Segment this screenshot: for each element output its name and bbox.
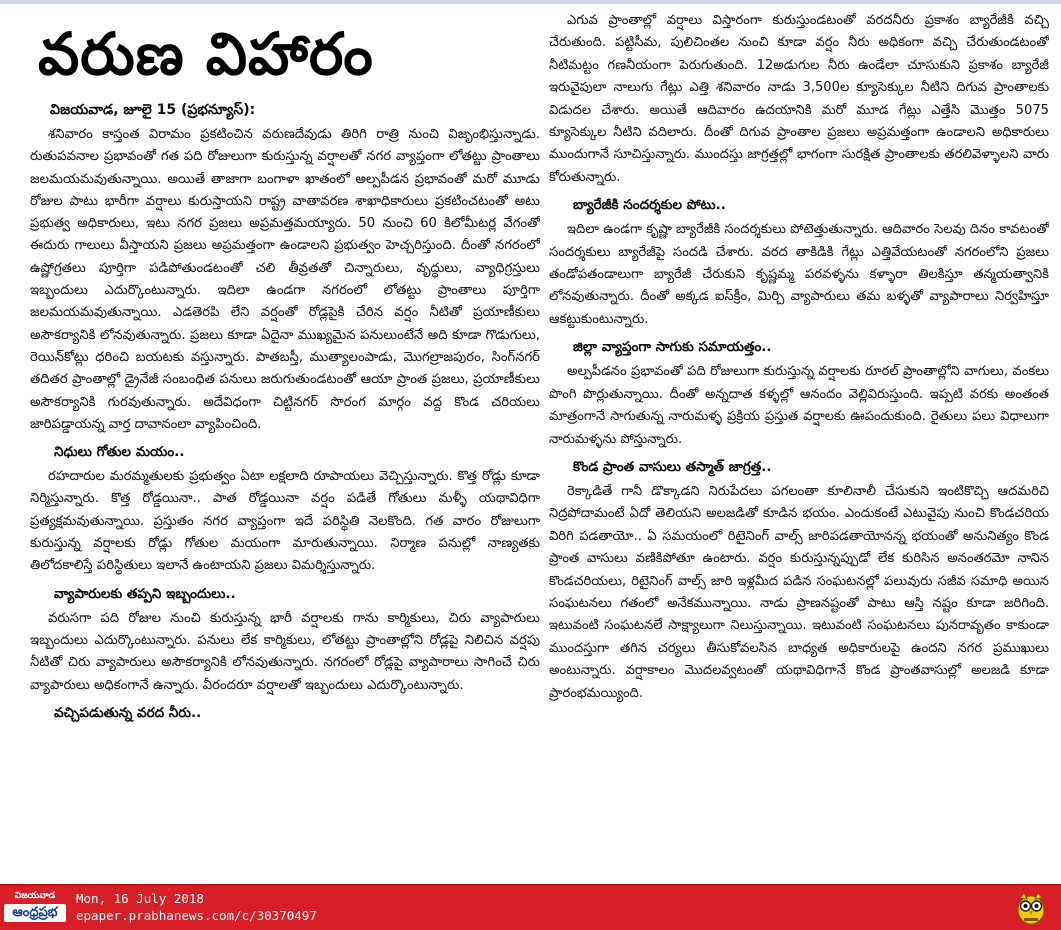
article-right-column <box>549 4 1049 884</box>
footer-url[interactable]: epaper.prabhanews.com/c/30370497 <box>76 908 317 923</box>
section-heading: వ్యాపారులకు తప్పని ఇబ్బందులు.. <box>54 585 236 602</box>
article-paragraph: ఎగువ ప్రాంతాల్లో వర్షాలు విస్తారంగా కురుస్తుండటంతో వరదనీరు ప్రకాశం బ్యారేజీకి వచ్చి చేరుతుంది. పట్టిసీమ, పులిచింతల నుంచి కూడా వర్షం నీరు అధికంగా వచ్చి చేరుతుండటంతో నీటిమట్టం గణనీయంగా పెరుగుతుంది. 12అడుగుల నీరు ఉండేలా చూసుకుని ప్రకాశం బ్యారేజీ ఇరువైపులా నాలుగు గేట్లు ఎత్తి శనివారం నాడు 3,500ల క్యూసెక్కుల నీటిని దిగువ ప్రాంతాలకు విడుదల చేశారు. అయితే ఆదివారం ఉదయానికి మరో మూడ గేట్లు ఎత్తేసి మొత్తం 5075 క్యూసెక్కుల నీటిని వదిలారు. దీంతో దిగువ ప్రాంతాల ప్రజలు అప్రమత్తంగా ఉండాలని అధికారులు ముందుగానే సూచిస్తున్నారు. ముందస్తు జాగ్రత్తల్లో భాగంగా సురక్షిత ప్రాంతాలకు తరలివెళ్ళాలని వారు కోరుతున్నారు. <box>549 13 1049 185</box>
section-text: ఇదిలా ఉండగా కృష్ణా బ్యారేజీకి సందర్శకులు పోటెత్తుతున్నారు. ఆదివారం సెలవు దినం కావటంతో సందర్శకులు బ్యారేజీపై సందడి చేశారు. వరద తాకిడికి గేట్లు ఎత్తివేయటంతో నగరంలోని ప్రజలు తండోపతండాలుగా బ్యారేజీ చేరుకుని కృష్ణమ్మ పరవళ్ళను కళ్ళారా తిలకిస్తూ తన్మయత్వానికి లోనవుతున్నారు. దీంతో అక్కడ ఐస్‌క్రీం, మిర్చి వ్యాపారులు తమ బళ్ళతో వ్యాపారాలు నిర్వహిస్తూ ఆకట్టుకుంటున్నారు. <box>549 222 1049 327</box>
section-heading: వచ్చిపడుతున్న వరద నీరు.. <box>54 704 202 721</box>
brand-label: ఆంధ్రప్రభ <box>4 904 66 922</box>
owl-icon <box>1015 891 1047 925</box>
edition-label: విజయవాడ <box>14 891 56 901</box>
footer-info <box>76 890 317 924</box>
section-heading: బ్యారేజీకి సందర్శకుల పోటు.. <box>573 197 726 214</box>
section-text: రెక్కాడితే గానీ డొక్కాడని నిరుపేదలు పగలంతా కూలినాలీ చేసుకుని ఇంటికొచ్చి ఆదమరిచి నిద్రపోదామంటే ఏదో తెలియని అలజడితో కూడిన భయం. ఎందుకంటే ఎటువైపు నుంచి కొండచరియ విరిగి పడతాయో.. ఏ సమయంలో రిటైనింగ్ వాల్స్ జారిపడతాయోనన్న భయంతో అనునిత్యం కొండ ప్రాంత వాసులు వణికిపోతూ ఉంటారు. వర్షం కురుస్తున్నప్పుడో లేక కురిసిన అనంతరమో నానిన కొండచరియలు, రిటైనింగ్ వాల్స్ జారి ఇళ్లమీద పడిన సంఘటనల్లో పలువురు సజీవ సమాధి అయిన సంఘటనలు గతంలో అనేకమున్నాయి. నాడు ప్రాణనష్టంతో పాటు ఆస్తి నష్టం కూడా జరిగింది. ఇటువంటి సంఘటనలే సాక్ష్యాలుగా నిలుస్తున్నాయి. ఇటువంటి సంఘటనలు పునరావృతం కాకుండా ముందస్తుగా తగిన చర్యలు తీసుకోవలసిన బాధ్యత అధికారులపై ఉందని నగర ప్రముఖులు అంటున్నారు. వర్షాకాలం మొదలవ్వటంతో యథావిధిగానే కొండ ప్రాంతవాసుల్లో అలజడి కూడా ప్రారంభమయ్యింది. <box>549 483 1049 701</box>
article-dateline: విజయవాడ, జూలై 15 (ప్రభన్యూస్): <box>50 102 256 118</box>
section-text: వరుసగా పది రోజుల నుంచి కురుస్తున్న భారీ వర్షాలకు గాను కార్మికులు, చిరు వ్యాపారులు ఇబ్బందులు ఎదుర్కొంటున్నారు. పనులు లేక కార్మికులు, లోతట్టు ప్రాంతాల్లోని రోడ్లపై నిలిచిన వర్షపు నీటితో చిరు వ్యాపారులు అసౌకర్యానికి లోనవుతున్నారు. నగరంలో రోడ్లపై వ్యాపారాలు సాగించే చిరు వ్యాపారులు అధికంగానే ఉన్నారు. వీరందరూ వర్షాలతో ఇబ్బందులు ఎదుర్కొంటున్నారు. <box>30 610 540 693</box>
section-text: రహదారుల మరమ్మతులకు ప్రభుత్వం ఏటా లక్షలాది రూపాయలు వెచ్చిస్తున్నారు. కొత్త రోడ్లు కూడా నిర్మిస్తున్నారు. కొత్త రోడ్డయినా.. పాత రోడ్డయినా వర్షం పడితే గోతులు మళ్ళీ యథావిధిగా ప్రత్యక్షమవుతున్నాయి. ప్రస్తుతం నగర వ్యాప్తంగా ఇదే పరిస్థితి నెలకొంది. గత వారం రోజులుగా కురుస్తున్న వర్షాలకు రోడ్లు గోతుల మయంగా మారుతున్నాయి. నిర్మాణ పనుల్లో నాణ్యతకు తిలోదకాలిస్తే పరిస్థితులు ఇలానే ఉంటాయని ప్రజలు విమర్శిస్తున్నారు. <box>30 469 540 574</box>
section-text: అల్పపీడనం ప్రభావంతో పది రోజులుగా కురుస్తున్న వర్షాలకు రూరల్ ప్రాంతాల్లోని వాగులు, వంకలు పొంగి పొర్లుతున్నాయి. దీంతో అన్నదాత కళ్ళల్లో ఆనందం వెల్లివిరుస్తుంది. ఇప్పటి వరకు అంతంత మాత్రంగానే సాగుతున్న నారుమళ్ళ ప్రక్రియ ప్రస్తుత వర్షాలకు ఊపందుకుంది. రైతులు పలు విధాలుగా నారుమళ్ళను పోస్తున్నారు. <box>549 364 1049 447</box>
footer-date: Mon, 16 July 2018 <box>76 891 204 906</box>
section-heading: జిల్లా వ్యాప్తంగా సాగుకు సమాయత్తం.. <box>573 339 772 356</box>
publication-logo[interactable] <box>4 890 66 926</box>
section-heading: నిధులు గోతుల మయం.. <box>54 444 185 461</box>
section-heading: కొండ ప్రాంత వాసులు తస్మాత్ జాగ్రత్త.. <box>573 458 772 475</box>
article-left-column <box>30 4 540 884</box>
footer-bar <box>0 884 1061 930</box>
article-headline: వరుణ విహారం <box>38 20 374 88</box>
article-paragraph: శనివారం కాస్తంత విరామం ప్రకటించిన వరుణదేవుడు తిరిగి రాత్రి నుంచి విజృంభిస్తున్నాడు. రుతుపవనాల ప్రభావంతో గత పది రోజులుగా కురుస్తున్న వర్షాలతో నగర వ్యాప్తంగా లోతట్టు ప్రాంతాలు జలమయమవుతున్నాయి. అయితే తాజాగా బంగాళా ఖాతంలో అల్పపీడన ప్రభావంతో మరో మూడు రోజుల పాటు భారీగా వర్షాలు కురుస్తాయని రాష్ట్ర వాతావరణ శాఖాధికారులు ప్రకటించటంతో అటు ప్రభుత్వ అధికారులు, ఇటు నగర ప్రజలు అప్రమత్తమయ్యారు. 50 నుంచి 60 కిలోమీటర్ల వేగంతో ఈదురు గాలులు వీస్తాయని ప్రజలు అప్రమత్తంగా ఉండాలని ప్రభుత్వం హెచ్చరిస్తుంది. దీంతో నగరంలో ఉష్ణోగ్రతలు పూర్తిగా పడిపోతుండటంతో చలి తీవ్రతతో చిన్నారులు, వృద్ధులు, వ్యాధిగ్రస్తులు ఇబ్బందులు ఎదుర్కొంటున్నారు. ఇదిలా ఉండగా నగరంలో లోతట్టు ప్రాంతాలు పూర్తిగా జలమయమవుతున్నాయి. ఎడతెరపి లేని వర్షంతో రోడ్లపైకి చేరిన వర్షం నీటితో ప్రయాణీకులు అసౌకర్యానికి లోనవుతున్నారు. ప్రజలు కూడా ఏదైనా ముఖ్యమైన పనులుంటేనే అది కూడా గొడుగులు, రెయిన్‌కోట్లు ధరించి బయటకు వస్తున్నారు. పాతబస్తీ, ముత్యాలంపాడు, మొగల్రాజపురం, సింగ్‌నగర్ తదితర ప్రాంతాల్లో డ్రైనేజీ సంబంధిత పనులు జరుగుతుండటంతో ఆయా ప్రాంత ప్రజలు, ప్రయాణీకులు అసౌకర్యానికి గురవుతున్నారు. అదేవిధంగా చిట్టినగర్ సొరంగ మార్గం వద్ద కొండ చరియలు జారిపడ్డాయన్న వార్త దావానంలా వ్యాపించింది. <box>30 127 540 432</box>
